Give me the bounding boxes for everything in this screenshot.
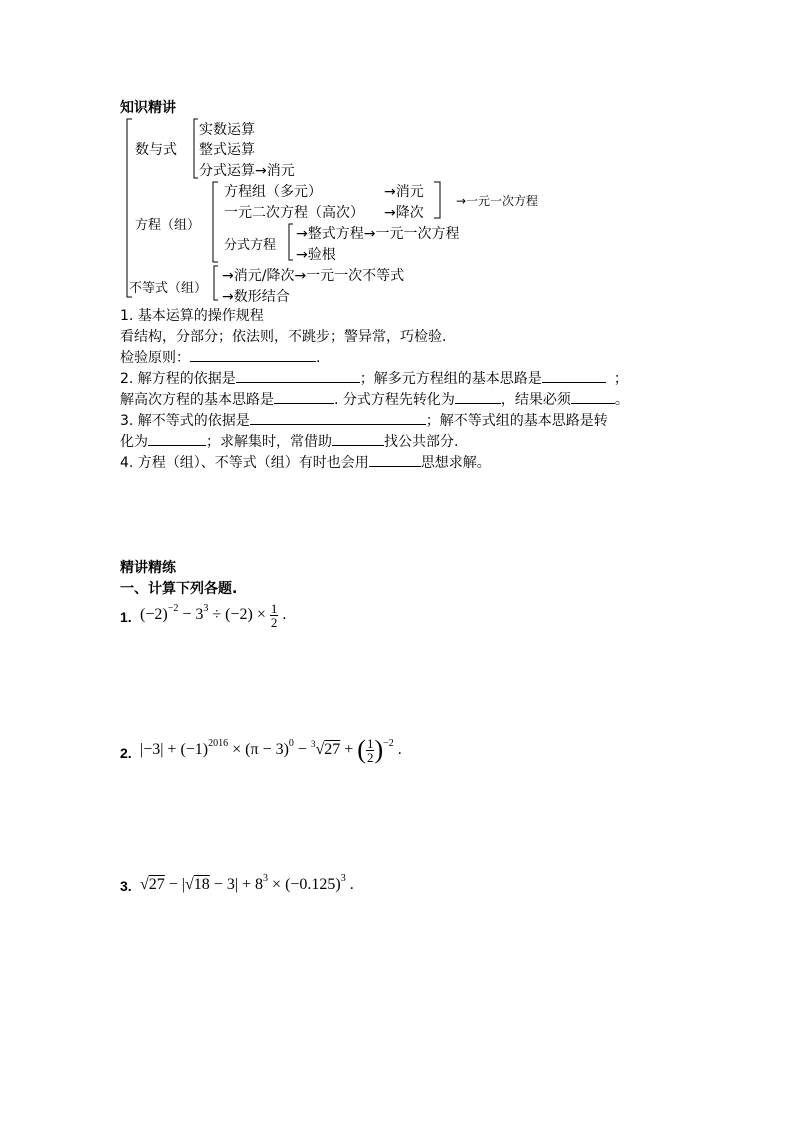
tree-node-systems: 方程组（多元）: [224, 184, 322, 200]
section-subtitle-compute: 一、计算下列各题.: [120, 581, 238, 597]
point-4-text-a: 4. 方程（组）、不等式（组）有时也会用: [120, 455, 369, 471]
tree-node-inequalities: 不等式（组）: [129, 281, 208, 296]
blank-equation-basis[interactable]: [236, 368, 360, 383]
section-title-knowledge: 知识精讲: [120, 100, 176, 116]
point-3-line1: [120, 410, 608, 430]
point-2-line1: [120, 368, 628, 388]
blank-convert-to[interactable]: [148, 431, 206, 446]
blank-fraction-convert[interactable]: [455, 389, 501, 404]
blank-idea[interactable]: [369, 452, 421, 467]
blank-result-must[interactable]: [571, 389, 615, 404]
question-2-number: 2.: [120, 745, 132, 761]
point-2-line2: [120, 389, 629, 409]
tree-node-numbers-expressions: 数与式: [135, 142, 177, 158]
tree-node-check-root: →验根: [296, 247, 336, 263]
question-3-expression: $√27 - |√18 - 3| + 8^3 \times (-0.125)^3$ .: [140, 873, 354, 893]
point-3-text-a: 3. 解不等式的依据是: [120, 413, 250, 429]
tree-node-polynomial-operations: 整式运算: [199, 142, 255, 158]
point-1-title: 1. 基本运算的操作规程: [120, 308, 264, 324]
question-2-expression: $|-3| + (-1)^{2016} \times (\pi - 3)^0 - ^3√27$ + ( $\frac{1}{2}$ )$^{-2}$ .: [140, 735, 402, 765]
tree-brackets: [0, 0, 794, 310]
tree-node-quadratic: 一元二次方程（高次）: [224, 205, 364, 221]
point-2-text-b: ；解多元方程组的基本思路是: [359, 371, 542, 387]
blank-with-help-of[interactable]: [332, 431, 384, 446]
point-2-text-d: 解高次方程的基本思路是: [120, 392, 274, 408]
question-1-expression: $(-2)^{-2} - 3^3 \div (-2)$ × $\frac{1}{2}$ .: [140, 601, 287, 630]
blank-inequality-basis[interactable]: [250, 410, 426, 425]
point-3-text-e: 找公共部分.: [384, 434, 459, 450]
tree-node-number-shape: →数形结合: [222, 289, 290, 305]
question-1-number: 1.: [120, 609, 132, 625]
point-4-line: [120, 452, 491, 472]
tree-node-to-polynomial: →整式方程→一元一次方程: [296, 226, 460, 242]
point-3-line2: [120, 431, 458, 451]
point-1-line1: 看结构，分部分；依法则，不跳步；警异常，巧检验.: [120, 329, 447, 345]
blank-system-idea[interactable]: [542, 368, 606, 383]
point-2-text-e: . 分式方程先转化为: [334, 392, 455, 408]
tree-node-inequality-reduce: →消元/降次→一元一次不等式: [222, 268, 405, 284]
blank-check-principle[interactable]: [190, 347, 316, 362]
blank-high-degree-idea[interactable]: [274, 389, 334, 404]
point-1-end: .: [316, 350, 321, 366]
point-2-text-a: 2. 解方程的依据是: [120, 371, 236, 387]
point-3-text-c: 化为: [120, 434, 148, 450]
tree-node-quadratic-arrow: →降次: [384, 205, 424, 221]
tree-node-fraction-operations: 分式运算→消元: [199, 163, 295, 179]
point-1-line2: [120, 347, 320, 367]
point-2-text-f: ，结果必须: [500, 392, 571, 408]
tree-node-fractional-equation: 分式方程: [224, 238, 277, 253]
tree-node-systems-arrow: →消元: [384, 184, 424, 200]
question-3-number: 3.: [120, 878, 132, 894]
point-2-text-c: ；: [613, 371, 628, 387]
point-3-text-b: ；解不等式组的基本思路是转: [425, 413, 608, 429]
section-title-practice: 精讲精练: [120, 560, 176, 576]
tree-node-equations: 方程（组）: [135, 218, 201, 233]
point-2-text-g: 。: [614, 392, 629, 408]
point-1-label: 检验原则：: [120, 350, 190, 366]
tree-node-real-operations: 实数运算: [199, 122, 255, 138]
point-3-text-d: ；求解集时，常借助: [206, 434, 332, 450]
tree-node-linear-equation: →一元一次方程: [456, 194, 539, 208]
point-4-text-b: 思想求解。: [420, 455, 491, 471]
